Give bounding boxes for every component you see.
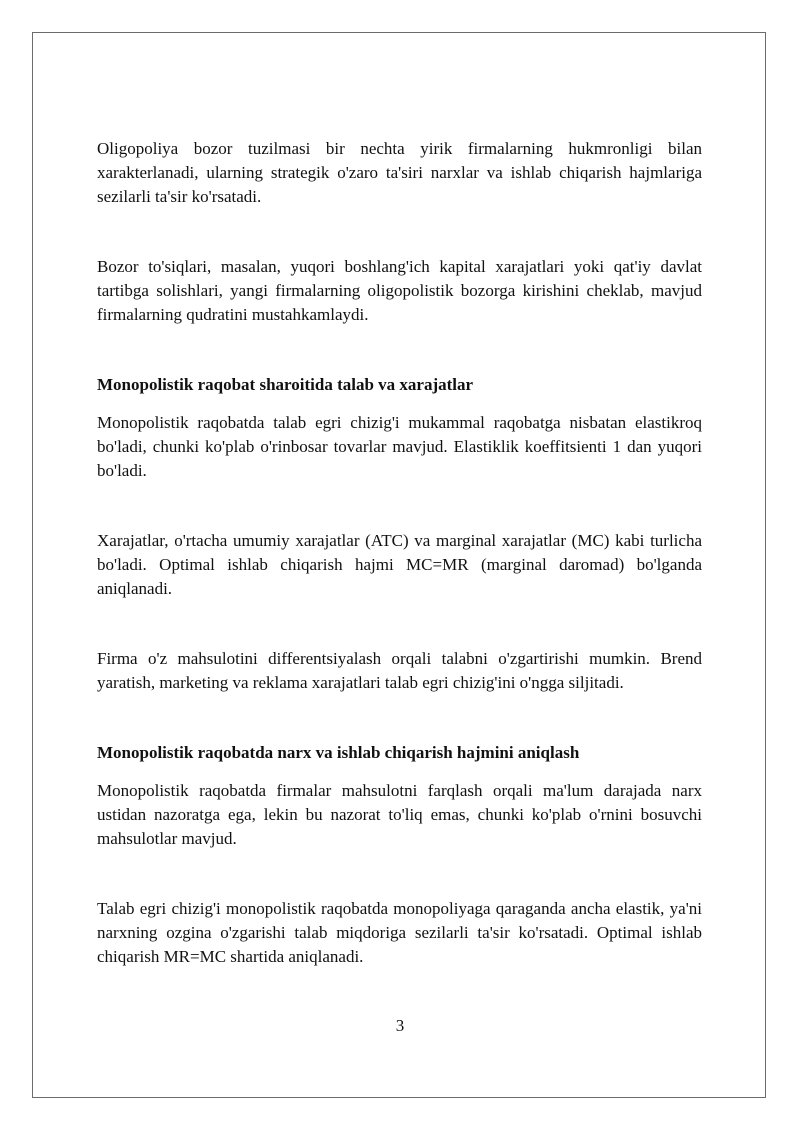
paragraph-demand-curve: Talab egri chizig'i monopolistik raqobatda monopoliyaga qaraganda ancha elastik, ya'ni narxning ozgina o'zgarishi talab miqdoriga sezilarli ta'sir ko'rsatadi. Optimal ishlab chiqarish MR=MC shartida aniqlanadi.: [97, 899, 702, 966]
page-content: [97, 137, 702, 969]
document-page: [32, 32, 766, 1098]
paragraph-demand-elasticity: Monopolistik raqobatda talab egri chizig'i mukammal raqobatga nisbatan elastikroq bo'ladi, chunki ko'plab o'rinbosar tovarlar mavjud. Elastiklik koeffitsienti 1 dan yuqori bo'ladi.: [97, 413, 702, 480]
section-heading-demand-costs: Monopolistik raqobat sharoitida talab va xarajatlar: [97, 375, 474, 394]
paragraph-oligopoly-structure: Oligopoliya bozor tuzilmasi bir nechta yirik firmalarning hukmronligi bilan xarakterlanadi, ularning strategik o'zaro ta'siri narxlar va ishlab chiqarish hajmlariga sezilarli ta'sir ko'rsatadi.: [97, 139, 702, 206]
paragraph-differentiation: Firma o'z mahsulotini differentsiyalash orqali talabni o'zgartirishi mumkin. Brend yaratish, marketing va reklama xarajatlari talab egri chizig'ini o'ngga siljitadi.: [97, 649, 702, 692]
paragraph-costs: Xarajatlar, o'rtacha umumiy xarajatlar (ATC) va marginal xarajatlar (MC) kabi turlicha bo'ladi. Optimal ishlab chiqarish hajmi MC=MR (marginal daromad) bo'lganda aniqlanadi.: [97, 531, 702, 598]
paragraph-market-barriers: Bozor to'siqlari, masalan, yuqori boshlang'ich kapital xarajatlari yoki qat'iy davlat tartibga solishlari, yangi firmalarning oligopolistik bozorga kirishini cheklab, mavjud firmalarning qudratini mustahkamlaydi.: [97, 257, 702, 324]
page-number: 3: [395, 1016, 405, 1035]
section-heading-price-output: Monopolistik raqobatda narx va ishlab chiqarish hajmini aniqlash: [97, 743, 580, 762]
paragraph-price-control: Monopolistik raqobatda firmalar mahsulotni farqlash orqali ma'lum darajada narx ustidan nazoratga ega, lekin bu nazorat to'liq emas, chunki ko'plab o'rnini bosuvchi mahsulotlar mavjud.: [97, 781, 702, 848]
